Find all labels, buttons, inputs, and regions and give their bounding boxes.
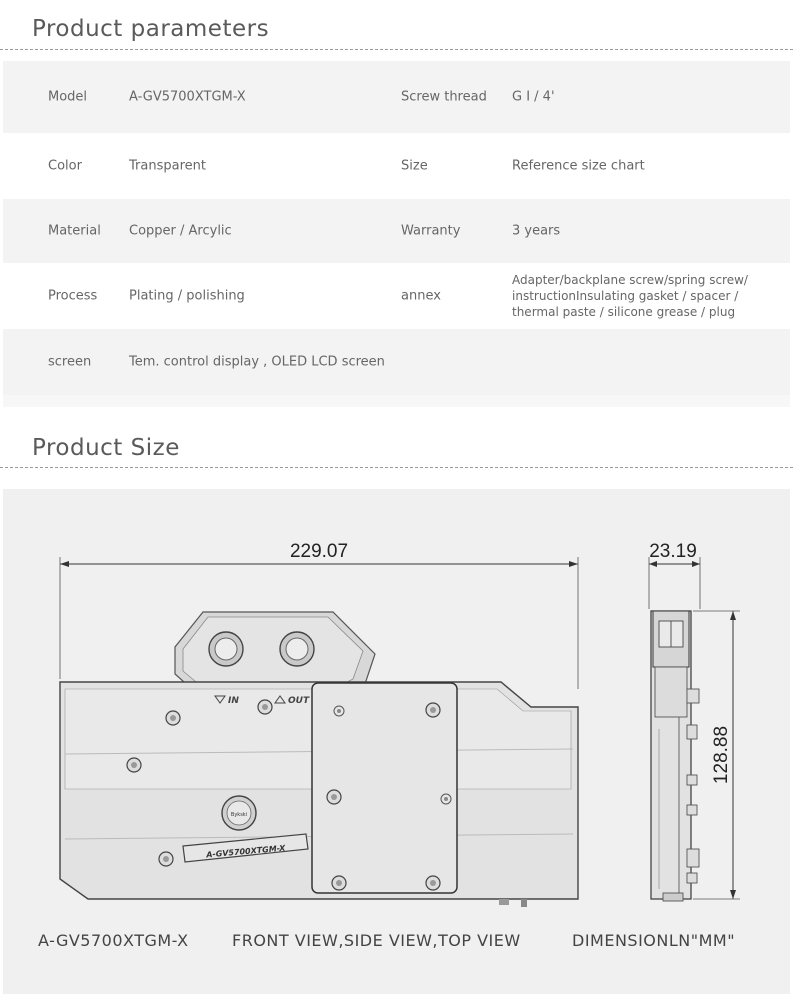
table-bottom-band	[3, 395, 790, 407]
table-row	[3, 329, 790, 395]
param-label: Model	[48, 89, 88, 105]
inlet-label: IN	[228, 696, 239, 706]
param-label: Screw thread	[401, 89, 487, 105]
param-value: Transparent	[129, 158, 206, 174]
arrow-left-icon	[60, 561, 69, 567]
param-label: annex	[401, 288, 441, 304]
caption-views: FRONT VIEW,SIDE VIEW,TOP VIEW	[232, 931, 521, 950]
param-label: Material	[48, 223, 101, 239]
brand-logo-text: Bykski	[230, 812, 248, 818]
caption-model: A-GV5700XTGM-X	[38, 931, 189, 950]
outlet-label: OUT	[288, 696, 310, 706]
params-section-title: Product parameters	[32, 16, 270, 42]
table-row	[3, 199, 790, 263]
size-divider	[0, 467, 793, 468]
param-value: Tem. control display , OLED LCD screen	[129, 354, 385, 370]
params-divider	[0, 49, 793, 50]
params-table	[3, 61, 790, 407]
model-plate-text: A-GV5700XTGM-X	[205, 843, 286, 860]
param-value: Adapter/backplane screw/spring screw/ instructionInsulating gasket / spacer / thermal paste / silicone grease / plug	[512, 273, 748, 319]
table-row	[3, 61, 790, 133]
param-label: Process	[48, 288, 98, 304]
param-value: Plating / polishing	[129, 288, 245, 304]
caption-units: DIMENSIONLN"MM"	[572, 931, 736, 950]
param-value: 3 years	[512, 223, 561, 239]
param-value: A-GV5700XTGM-X	[129, 89, 246, 105]
width-dimension-label: 229.07	[289, 541, 349, 562]
table-row	[3, 263, 790, 329]
arrow-right-icon	[569, 561, 578, 567]
param-label: screen	[48, 354, 92, 370]
height-dimension-label: 128.88	[711, 725, 732, 785]
param-label: Warranty	[401, 223, 461, 239]
dimension-diagram	[3, 489, 790, 994]
side-view	[651, 611, 699, 901]
front-view-block	[60, 682, 578, 907]
table-row	[3, 133, 790, 199]
dimension-drawing	[3, 489, 790, 994]
param-value: Copper / Arcylic	[129, 223, 232, 239]
param-label: Size	[401, 158, 428, 174]
param-value: G I / 4'	[512, 89, 555, 105]
thickness-dimension-label: 23.19	[649, 541, 697, 562]
size-section-title: Product Size	[32, 435, 180, 461]
arrow-down-icon	[730, 890, 736, 899]
param-label: Color	[48, 158, 82, 174]
param-value: Reference size chart	[512, 158, 645, 174]
arrow-up-icon	[730, 611, 736, 620]
